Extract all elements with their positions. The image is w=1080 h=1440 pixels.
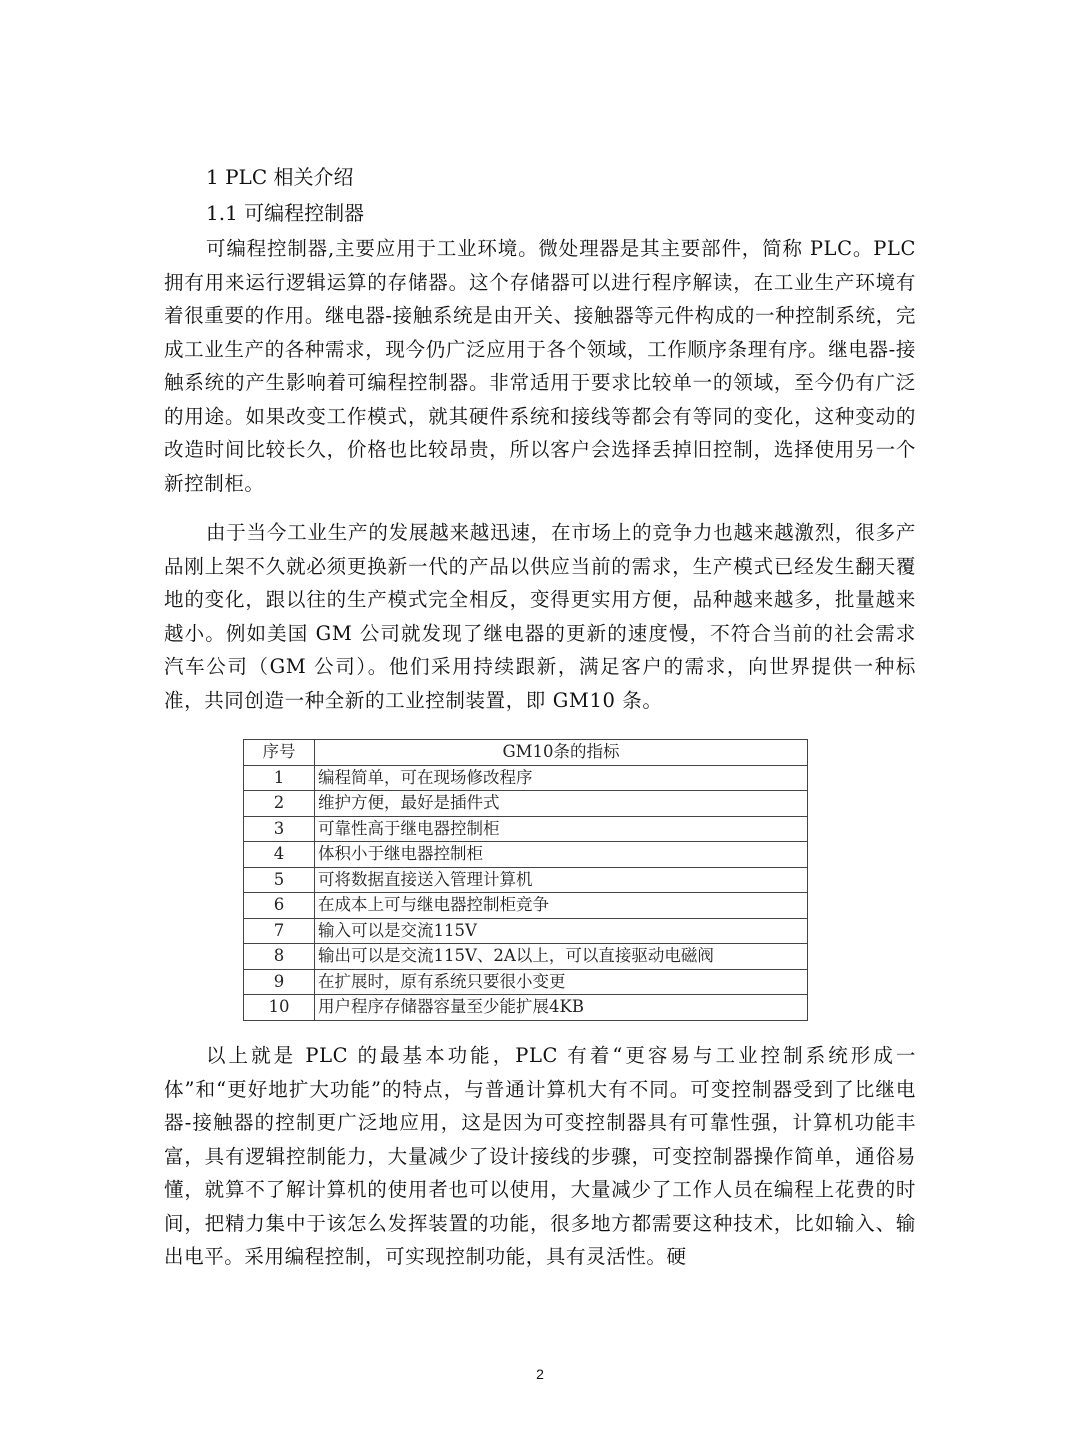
table-row <box>244 995 808 1021</box>
section-heading: 1 PLC 相关介绍 <box>206 165 354 189</box>
table-cell-index: 6 <box>244 893 315 919</box>
table-row <box>244 867 808 893</box>
paragraph-plc-intro: 可编程控制器,主要应用于工业环境。微处理器是其主要部件，简称 PLC。PLC 拥有用来运行逻辑运算的存储器。这个存储器可以进行程序解读，在工业生产环境有着很重要的作用。继电器-接触系统是由开关、接触器等元件构成的一种控制系统，完成工业生产的各种需求，现今仍广泛应用于各个领域，工作顺序条理有序。继电器-接触系统的产生影响着可编程控制器。非常适用于要求比较单一的领域，至今仍有广泛的用途。如果改变工作模式，就其硬件系统和接线等都会有等同的变化，这种变动的改造时间比较长久，价格也比较昂贵，所以客户会选择丢掉旧控制，选择使用另一个新控制柜。 <box>164 237 916 495</box>
table-header-criteria: GM10条的指标 <box>315 740 808 766</box>
table-row <box>244 893 808 919</box>
table-cell-index: 2 <box>244 791 315 817</box>
table-cell-criterion: 输入可以是交流115V <box>315 918 808 944</box>
table-cell-index: 3 <box>244 816 315 842</box>
table-cell-criterion: 用户程序存储器容量至少能扩展4KB <box>315 995 808 1021</box>
table-cell-criterion: 维护方便，最好是插件式 <box>315 791 808 817</box>
gm10-table <box>243 739 808 1021</box>
table-cell-index: 4 <box>244 842 315 868</box>
table-cell-criterion: 体积小于继电器控制柜 <box>315 842 808 868</box>
table-cell-index: 7 <box>244 918 315 944</box>
table-cell-criterion: 可将数据直接送入管理计算机 <box>315 867 808 893</box>
table-cell-criterion: 编程简单，可在现场修改程序 <box>315 765 808 791</box>
table-row <box>244 765 808 791</box>
table-cell-criterion: 在成本上可与继电器控制柜竞争 <box>315 893 808 919</box>
page-number: 2 <box>536 1366 544 1382</box>
table-row <box>244 944 808 970</box>
table-row <box>244 842 808 868</box>
table-cell-index: 10 <box>244 995 315 1021</box>
table-row <box>244 791 808 817</box>
subsection-heading: 1.1 可编程控制器 <box>206 201 365 225</box>
table-cell-criterion: 输出可以是交流115V、2A以上，可以直接驱动电磁阀 <box>315 944 808 970</box>
paragraph-plc-features: 以上就是 PLC 的最基本功能，PLC 有着“更容易与工业控制系统形成一体”和“更好地扩大功能”的特点，与普通计算机大有不同。可变控制器受到了比继电器-接触器的控制更广泛地应用，这是因为可变控制器具有可靠性强，计算机功能丰富，具有逻辑控制能力，大量减少了设计接线的步骤，可变控制器操作简单，通俗易懂，就算不了解计算机的使用者也可以使用，大量减少了工作人员在编程上花费的时间，把精力集中于该怎么发挥装置的功能，很多地方都需要这种技术，比如输入、输出电平。采用编程控制，可实现控制功能，具有灵活性。硬 <box>164 1044 916 1268</box>
table-cell-index: 5 <box>244 867 315 893</box>
table-row <box>244 816 808 842</box>
table-cell-index: 9 <box>244 969 315 995</box>
table-cell-criterion: 可靠性高于继电器控制柜 <box>315 816 808 842</box>
paragraph-gm-background: 由于当今工业生产的发展越来越迅速，在市场上的竞争力也越来越激烈，很多产品刚上架不久就必须更换新一代的产品以供应当前的需求，生产模式已经发生翻天覆地的变化，跟以往的生产模式完全相反，变得更实用方便，品种越来越多，批量越来越小。例如美国 GM 公司就发现了继电器的更新的速度慢，不符合当前的社会需求汽车公司（GM 公司）。他们采用持续跟新，满足客户的需求，向世界提供一种标准，共同创造一种全新的工业控制装置，即 GM10 条。 <box>164 521 916 712</box>
table-header-row <box>244 740 808 766</box>
table-cell-index: 8 <box>244 944 315 970</box>
table-header-index: 序号 <box>244 740 315 766</box>
table-row <box>244 918 808 944</box>
table-row <box>244 969 808 995</box>
table-cell-criterion: 在扩展时，原有系统只要很小变更 <box>315 969 808 995</box>
table-cell-index: 1 <box>244 765 315 791</box>
